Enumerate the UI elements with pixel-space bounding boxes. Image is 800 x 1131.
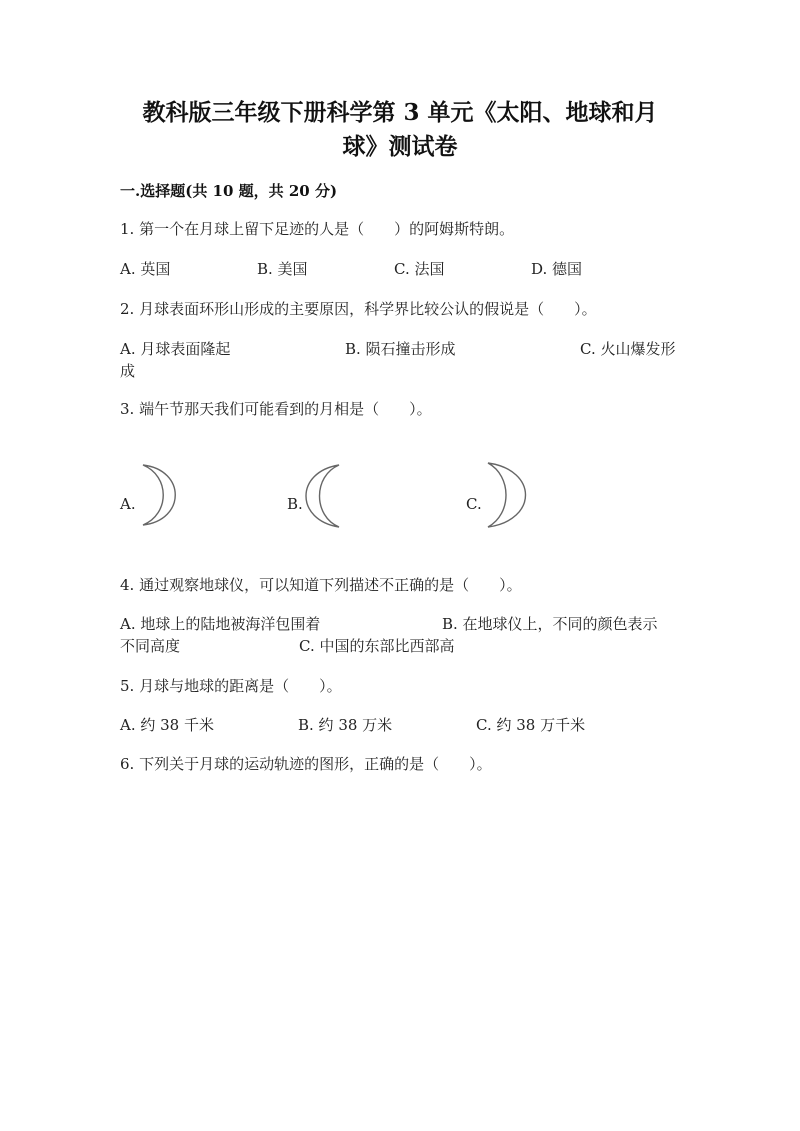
question-1-option-a: A. 英国 — [120, 260, 171, 278]
question-1-option-c: C. 法国 — [394, 260, 445, 278]
title-line-1: 教科版三年级下册科学第 3 单元《太阳、地球和月 — [142, 99, 658, 126]
question-4-option-b-wrap: 不同高度 — [120, 637, 181, 655]
question-3-stem: 3. 端午节那天我们可能看到的月相是（ ）。 — [120, 400, 432, 418]
question-4-option-c: C. 中国的东部比西部高 — [299, 637, 455, 655]
waxing-crescent-icon — [138, 462, 178, 528]
question-5-option-b: B. 约 38 万米 — [298, 716, 393, 734]
question-6-stem: 6. 下列关于月球的运动轨迹的图形，正确的是（ ）。 — [120, 755, 492, 773]
question-2-option-c-wrap: 成 — [120, 362, 136, 380]
title-line-2: 球》测试卷 — [342, 133, 458, 160]
question-5-stem: 5. 月球与地球的距离是（ ）。 — [120, 677, 342, 695]
question-5-option-c: C. 约 38 万千米 — [476, 716, 586, 734]
waxing-crescent-icon — [484, 460, 528, 530]
question-5-option-a: A. 约 38 千米 — [120, 716, 214, 734]
question-1-stem: 1. 第一个在月球上留下足迹的人是（ ）的阿姆斯特朗。 — [120, 220, 515, 238]
question-3-option-b: B. — [287, 495, 303, 513]
question-3-option-a: A. — [120, 495, 136, 513]
question-4-stem: 4. 通过观察地球仪，可以知道下列描述不正确的是（ ）。 — [120, 576, 522, 594]
page-title — [100, 96, 700, 164]
waning-crescent-icon — [303, 462, 343, 530]
question-1-option-b: B. 美国 — [257, 260, 308, 278]
question-2-option-a: A. 月球表面隆起 — [120, 340, 231, 358]
question-2-option-b: B. 陨石撞击形成 — [345, 340, 456, 358]
question-2-stem: 2. 月球表面环形山形成的主要原因，科学界比较公认的假说是（ ）。 — [120, 300, 597, 318]
section-heading: 一.选择题(共 10 题，共 20 分) — [120, 182, 338, 200]
question-2-option-c: C. 火山爆发形 — [580, 340, 676, 358]
question-4-option-a: A. 地球上的陆地被海洋包围着 — [120, 615, 321, 633]
question-3-option-c: C. — [466, 495, 482, 513]
question-1-option-d: D. 德国 — [531, 260, 583, 278]
question-4-option-b: B. 在地球仪上，不同的颜色表示 — [442, 615, 658, 633]
